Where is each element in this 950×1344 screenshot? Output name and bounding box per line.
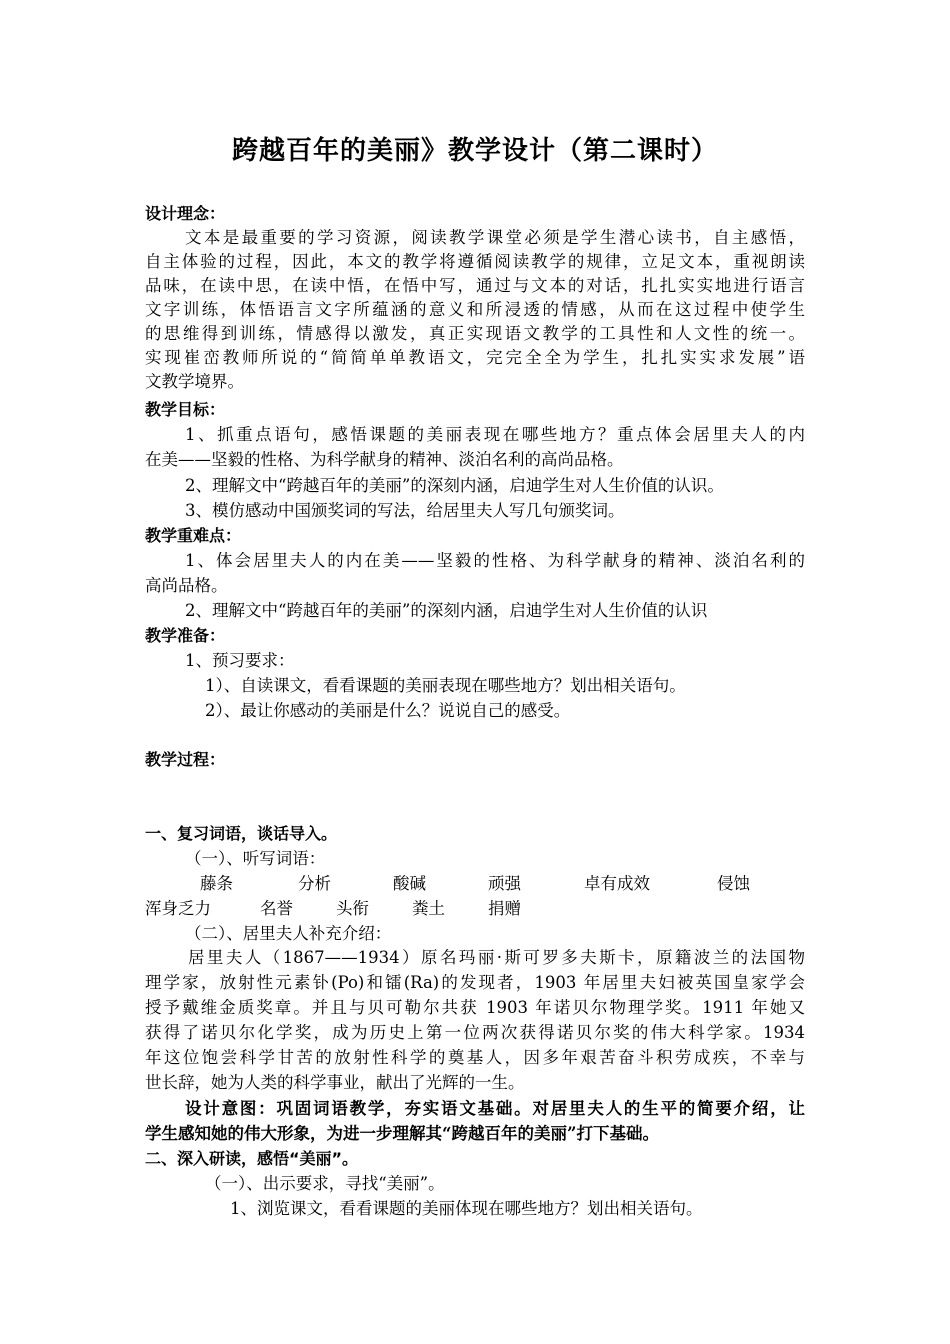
bio-line: 理学家，放射性元素钋(Po)和镭(Ra)的发现者，1903 年居里夫妇被英国皇家学会 [145, 973, 805, 992]
dictation-word: 捐赠 [488, 899, 521, 918]
concept-line: 文教学境界。 [145, 372, 244, 391]
design-intent-line: 学生感知她的伟大形象，为进一步理解其“跨越百年的美丽”打下基础。 [145, 1124, 659, 1143]
goal-line: 3、模仿感动中国颁奖词的写法，给居里夫人写几句颁奖词。 [185, 501, 625, 520]
difficulty-line: 1、体会居里夫人的内在美——坚毅的性格、为科学献身的精神、淡泊名利的 [185, 551, 805, 570]
difficulties-heading: 教学重难点： [145, 526, 242, 545]
dictation-word: 侵蚀 [717, 874, 750, 893]
dictation-word: 粪土 [412, 899, 445, 918]
design-intent-line: 设计意图：巩固词语教学，夯实语文基础。对居里夫人的生平的简要介绍，让 [185, 1099, 805, 1118]
process-heading: 教学过程： [145, 750, 226, 769]
concept-line: 的思维得到训练，情感得以激发，真正实现语文教学的工具性和人文性的统一。 [145, 324, 805, 343]
dictation-word: 分析 [298, 874, 331, 893]
dictation-word: 藤条 [200, 874, 233, 893]
concept-line: 品味，在读中思，在读中悟，在悟中写，通过与文本的对话，扎扎实实地进行语言 [145, 276, 805, 295]
prep-heading: 教学准备： [145, 626, 226, 645]
dictation-word: 名誉 [260, 899, 293, 918]
dictation-word: 顽强 [488, 874, 521, 893]
dictation-word: 酸碱 [393, 874, 426, 893]
prep-line: 2）、最让你感动的美丽是什么？说说自己的感受。 [205, 701, 571, 720]
goal-line: 2、理解文中“跨越百年的美丽”的深刻内涵，启迪学生对人生价值的认识。 [185, 476, 724, 495]
prep-line: 1）、自读课文，看看课题的美丽表现在哪些地方？划出相关语句。 [205, 676, 686, 695]
bio-line: 授予戴维金质奖章。并且与贝可勒尔共获 1903 年诺贝尔物理学奖。1911 年她又 [145, 998, 805, 1017]
section2-heading: 二、深入研读，感悟“美丽”。 [145, 1149, 359, 1168]
bio-line: 居里夫人（1867——1934）原名玛丽·斯可罗多夫斯卡，原籍波兰的法国物 [188, 948, 805, 967]
section2-sub1: （一）、出示要求，寻找“美丽”。 [205, 1174, 445, 1193]
section1-sub2: （二）、居里夫人补充介绍： [185, 924, 392, 943]
bio-line: 世长辞，她为人类的科学事业，献出了光辉的一生。 [145, 1073, 525, 1092]
difficulty-line: 高尚品格。 [145, 576, 228, 595]
dictation-word: 卓有成效 [584, 874, 650, 893]
goal-line: 在美——坚毅的性格、为科学献身的精神、淡泊名利的高尚品格。 [145, 450, 624, 469]
dictation-word: 浑身乏力 [145, 899, 211, 918]
bio-line: 获得了诺贝尔化学奖，成为历史上第一位两次获得诺贝尔奖的伟大科学家。1934 [145, 1023, 805, 1042]
difficulty-line: 2、理解文中“跨越百年的美丽”的深刻内涵，启迪学生对人生价值的认识 [185, 601, 708, 620]
section1-sub1: （一）、听写词语： [185, 849, 326, 868]
concept-line: 文字训练，体悟语言文字所蕴涵的意义和所浸透的情感，从而在这过程中使学生 [145, 300, 805, 319]
concept-line: 文本是最重要的学习资源，阅读教学课堂必须是学生潜心读书，自主感悟， [185, 228, 805, 247]
concept-line: 实现崔峦教师所说的“简简单单教语文，完完全全为学生，扎扎实实求发展”语 [145, 348, 805, 367]
goals-heading: 教学目标： [145, 400, 226, 419]
goal-line: 1、抓重点语句，感悟课题的美丽表现在哪些地方？重点体会居里夫人的内 [185, 425, 805, 444]
concept-heading: 设计理念： [145, 204, 226, 223]
section1-heading: 一、复习词语，谈话导入。 [145, 824, 338, 843]
concept-line: 自主体验的过程，因此，本文的教学将遵循阅读教学的规律，立足文本，重视朗读 [145, 252, 805, 271]
bio-line: 年这位饱尝科学甘苦的放射性科学的奠基人，因多年艰苦奋斗积劳成疾，不幸与 [145, 1048, 805, 1067]
section2-item1: 1、浏览课文，看看课题的美丽体现在哪些地方？划出相关语句。 [230, 1199, 703, 1218]
dictation-word: 头衔 [336, 899, 369, 918]
prep-line: 1、预习要求： [185, 651, 295, 670]
document-title: 跨越百年的美丽》教学设计（第二课时） [231, 136, 718, 166]
